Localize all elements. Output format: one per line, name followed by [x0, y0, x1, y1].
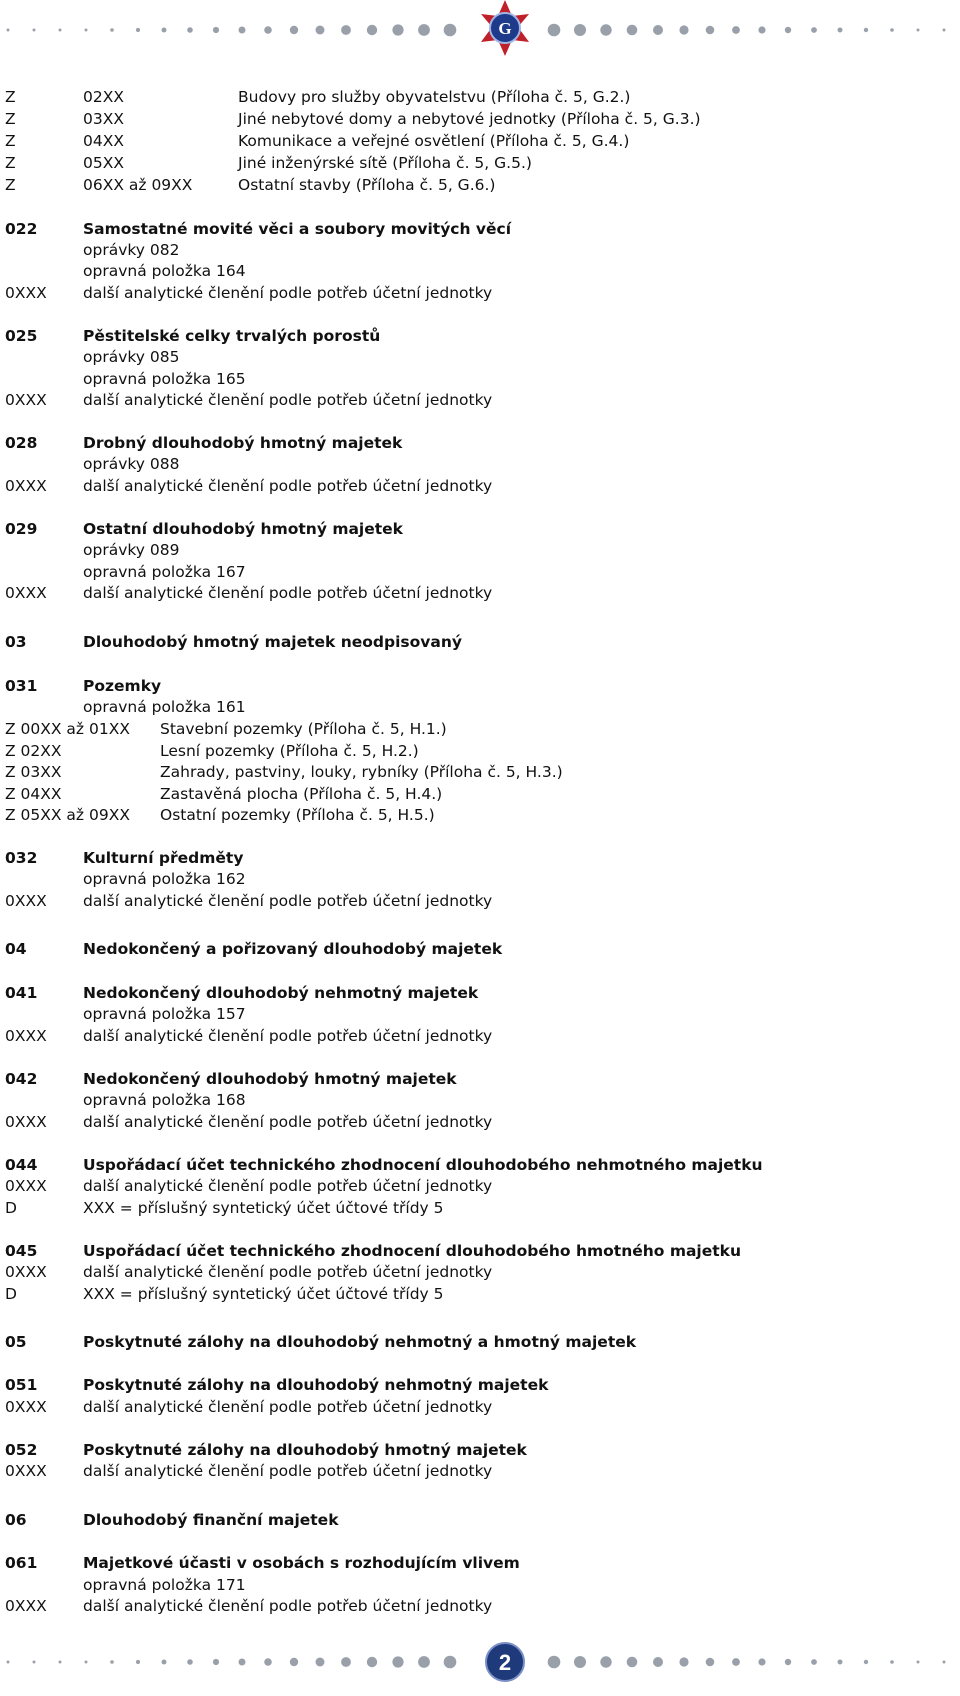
bead-dot: [213, 1659, 219, 1665]
bead-dot: [85, 29, 88, 32]
bead-dot: [732, 1658, 740, 1666]
bead-dot: [444, 1656, 457, 1669]
bead-dot: [341, 25, 351, 35]
bead-dot: [33, 29, 36, 32]
bead-dot: [290, 1658, 298, 1666]
bead-dot: [653, 1657, 663, 1667]
header-beads: [0, 0, 960, 62]
bead-dot: [367, 1657, 377, 1667]
bead-dot: [290, 26, 298, 34]
bead-dot: [136, 28, 140, 32]
bead-dot: [758, 1658, 765, 1665]
bead-dot: [785, 1659, 791, 1665]
bead-dot: [316, 1658, 325, 1667]
bead-dot: [367, 25, 377, 35]
bead-dot: [548, 1656, 561, 1669]
bead-dot: [264, 1658, 272, 1666]
bead-dot: [33, 1661, 36, 1664]
bead-dot: [59, 1661, 62, 1664]
bead-dot: [548, 24, 561, 37]
bead-dot: [679, 25, 688, 34]
bead-dot: [7, 29, 10, 32]
header-decoration: [0, 0, 960, 62]
bead-dot: [316, 26, 325, 35]
bead-dot: [574, 24, 586, 36]
bead-dot: [59, 29, 62, 32]
bead-dot: [653, 25, 663, 35]
bead-dot: [341, 1657, 351, 1667]
bead-dot: [264, 26, 272, 34]
bead-dot: [811, 27, 817, 33]
bead-dot: [811, 1659, 817, 1665]
bead-dot: [864, 1660, 868, 1664]
bead-dot: [110, 28, 114, 32]
bead-dot: [890, 1660, 894, 1664]
bead-dot: [706, 1658, 715, 1667]
bead-dot: [574, 1656, 586, 1668]
bead-dot: [600, 1656, 611, 1667]
bead-dot: [785, 27, 791, 33]
footer-decoration: [0, 1630, 960, 1692]
page-number: 2: [498, 1650, 512, 1675]
bead-dot: [917, 1661, 920, 1664]
bead-dot: [213, 27, 219, 33]
bead-dot: [890, 28, 894, 32]
bead-dot: [838, 28, 843, 33]
bead-dot: [627, 1657, 638, 1668]
bead-dot: [85, 1661, 88, 1664]
bead-dot: [758, 26, 765, 33]
page-number-badge: [486, 1643, 524, 1681]
bead-dot: [418, 24, 430, 36]
logo-letter: G: [498, 19, 512, 38]
bead-dot: [162, 28, 167, 33]
bead-dot: [943, 1661, 946, 1664]
bead-dot: [239, 27, 246, 34]
logo: [481, 0, 529, 56]
footer-beads: [0, 1630, 960, 1692]
bead-dot: [627, 25, 638, 36]
bead-dot: [162, 1660, 167, 1665]
bead-dot: [187, 27, 193, 33]
bead-dot: [392, 24, 403, 35]
bead-dot: [110, 1660, 114, 1664]
bead-dot: [943, 29, 946, 32]
bead-dot: [392, 1656, 403, 1667]
bead-dot: [838, 1660, 843, 1665]
bead-dot: [187, 1659, 193, 1665]
bead-dot: [7, 1661, 10, 1664]
bead-dot: [917, 29, 920, 32]
bead-dot: [239, 1659, 246, 1666]
bead-dot: [418, 1656, 430, 1668]
bead-dot: [864, 28, 868, 32]
bead-dot: [600, 24, 611, 35]
bead-dot: [732, 26, 740, 34]
bead-dot: [136, 1660, 140, 1664]
bead-dot: [444, 24, 457, 37]
bead-dot: [679, 1657, 688, 1666]
bead-dot: [706, 26, 715, 35]
